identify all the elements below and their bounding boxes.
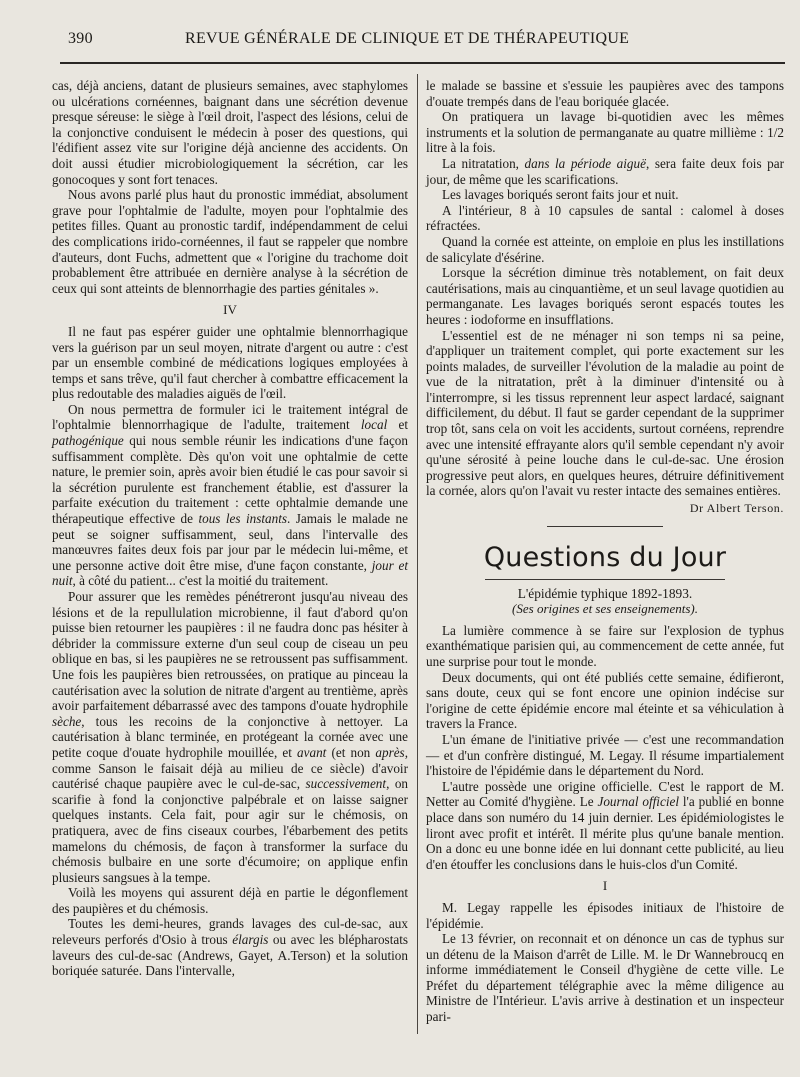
- page-number: 390: [68, 30, 93, 47]
- left-column: [52, 78, 408, 979]
- paragraph: Voilà les moyens qui assurent déjà en partie le dégonflement des paupières et du chémosis.: [52, 885, 408, 916]
- divider: [485, 579, 725, 580]
- column-divider: [417, 74, 418, 1034]
- text-run: , comme Sanson le faisait déjà au milieu de ce siècle) d'avoir cautérisé chaque paupière avec le cul-de-sac,: [52, 744, 408, 792]
- paragraph: Lorsque la sécrétion diminue très notablement, on fait deux cautérisations, mais au cinquantième, et un seul lavage quotidien au permanganate. Les lavages boriqués seront espacés toutes les heures : iodoforme en insufflations.: [426, 265, 784, 327]
- paragraph: A l'intérieur, 8 à 10 capsules de santal : calomel à doses réfractées.: [426, 202, 784, 234]
- paragraph: [426, 156, 784, 187]
- italic-term: jour et nuit: [52, 557, 408, 589]
- text-run: , tous les recoins de la conjonctive à nettoyer. La cautérisation à blanc terminée, en protégeant la cornée avec une petite coque d'ouate hydrophile mouillée, et: [52, 713, 408, 760]
- italic-term: élargis: [232, 932, 269, 948]
- section-heading: I: [602, 878, 608, 894]
- paragraph: [426, 779, 784, 873]
- text-run: . Jamais le malade ne peut se soigner suffisamment, seul, dans l'intervalle des manœuvres faites deux fois par jour par le médecin lui-même, et une personne active doit être mise, d'une façon constante,: [52, 511, 409, 573]
- text-run: , à côté du patient... c'est la moitié du traitement.: [72, 573, 329, 589]
- page-header: [60, 28, 780, 52]
- text-run: L'autre possède une origine officielle. C'est le rapport de M. Netter au Comité d'hygiène. Le: [426, 778, 784, 810]
- italic-term: pathogénique: [52, 433, 124, 449]
- paragraph: Les lavages boriqués seront faits jour et nuit.: [442, 187, 679, 203]
- paragraph: [52, 589, 408, 885]
- italic-term: sèche: [52, 713, 82, 729]
- article-subtitle: (Ses origines et ses enseignements).: [512, 601, 698, 617]
- italic-term: successivement: [305, 776, 387, 792]
- italic-term: dans la période aiguë: [524, 155, 646, 171]
- italic-term: tous les instants: [198, 511, 287, 527]
- header-rule: [60, 62, 785, 64]
- text-run: Toutes les demi-heures, grands lavages des cul-de-sac, aux releveurs perforés d'Osio à trous: [52, 916, 408, 948]
- italic-term: Journal officiel: [597, 794, 679, 810]
- text-run: et: [387, 417, 408, 433]
- italic-term: après: [375, 744, 405, 760]
- rubric-title: Questions du Jour: [483, 541, 727, 573]
- text-run: , sera faite deux fois par jour, de même que les scarifications.: [426, 155, 784, 187]
- paragraph: [52, 916, 408, 978]
- text-run: l'a publié en bonne place dans son numéro du 14 juin dernier. Les épidémiologistes le liront avec profit et intérêt. Il mérite plus qu'une banale mention. On a donc eu une bonne idée en lui donnant cette publicité, au lieu d'en étouffer les conclusions dans le huis-clos d'un Comité.: [426, 794, 784, 872]
- running-title: REVUE GÉNÉRALE DE CLINIQUE ET DE THÉRAPEUTIQUE: [185, 30, 630, 47]
- paragraph: Le 13 février, on reconnait et on dénonce un cas de typhus sur un détenu de la Maison d'arrêt de Lille. M. le Dr Wannebroucq en informe immédiatement le Conseil d'hygiène de cette ville. Le Préfet du département télégraphie avec la même diligence au Ministre de l'Intérieur. L'avis arrive à destination et un inspecteur pari-: [426, 931, 784, 1025]
- text-run: qui nous semble réunir les indications d'une façon suffisamment complète. Dès qu'on voit une ophtalmie de cette nature, le premier soin, après avoir bien étudié le cas pour savoir si la sécrétion purulente est franchement établie, est d'assurer la parfaite exécution du traitement : cette ophtalmie demande une thérapeutique effective de: [52, 433, 408, 527]
- paragraph: L'un émane de l'initiative privée — c'est une recommandation — et d'un confrère distingué, M. Legay. Il résume impartialement l'histoire de l'épidémie dans le département du Nord.: [426, 731, 784, 779]
- italic-term: local: [360, 417, 388, 433]
- italic-term: avant: [297, 744, 327, 760]
- paragraph: L'essentiel est de ne ménager ni son temps ni sa peine, d'appliquer un traitement complet, qui porte exactement sur les points malades, de surveiller l'évolution de la maladie au point de vue de la nitratation, prêt à la diminuer d'intensité ou à l'interrompre, si les tissus reprennent leur aspect lardacé, saignant difficilement, du début. Il faut se garder cependant de la supprimer trop tôt, sans cela on voit les accidents, surtout cornéens, reprendre avec une intensité effrayante alors qu'il semble cependant n'y avoir qu'une sérosité à peine louche dans le cul-de-sac. Une érosion progressive peut alors, en quelques heures, détruire définitivement la cornée, alors qu'on l'avait vu rester intacte des semaines entières.: [426, 327, 784, 499]
- right-column: [426, 78, 784, 1025]
- paragraph: cas, déjà anciens, datant de plusieurs semaines, avec staphylomes ou ulcérations cornéennes, baignant dans une sécrétion devenue presque séreuse: le siège à l'œil droit, l'aspect des lésions, celui de la conjonctive conduisent le médecin à poser des questions, qui l'édifient assez vite sur l'origine déjà ancienne des accidents. On doit aussi étudier microbiologiquement la sécrétion, car les gonocoques y sont fort tenaces.: [52, 78, 408, 187]
- paragraph: [52, 402, 408, 589]
- text-run: Pour assurer que les remèdes pénétreront jusqu'au niveau des lésions et de la repullulation microbienne, il faut d'abord qu'on puisse bien retourner les paupières : il ne faudra donc pas hésiter à débrider la commissure externe d'un seul coup de ciseau un peu oblique en bas, si les paupières ne se retroussent pas suffisamment. Une fois les paupières bien retroussées, on pratique au pinceau la cautérisation avec la solution de nitrate d'argent au trentième, après avoir parfaitement débarrassé avec des tampons d'ouate hydrophile: [52, 589, 408, 714]
- paragraph: La lumière commence à se faire sur l'explosion de typhus exanthématique parisien qui, au commencement de cette année, fut une surprise pour tout le monde.: [426, 622, 784, 669]
- text-run: (et non: [326, 744, 376, 760]
- paragraph: le malade se bassine et s'essuie les paupières avec des tampons d'ouate trempés dans de l'eau boriquée glacée.: [426, 78, 784, 109]
- paragraph: On pratiquera un lavage bi-quotidien avec les mêmes instruments et la solution de permanganate au quatre millième : 1/2 litre à la fois.: [426, 109, 784, 156]
- paragraph: Deux documents, qui ont été publiés cette semaine, édifieront, sans doute, ceux qui se font encore une opinion indécise sur l'origine de cette épidémie encore mal éteinte et sa véhiculation à travers la France.: [426, 669, 784, 732]
- text-run: La nitratation,: [442, 155, 525, 171]
- text-run: ou avec les blépharostats laveurs des cul-de-sac (Andrews, Gayet, A.Terson) et la solution boriquée saturée. Dans l'intervalle,: [52, 932, 409, 979]
- author-signature: Dr Albert Terson.: [689, 501, 784, 516]
- paragraph: Il ne faut pas espérer guider une ophtalmie blennorrhagique vers la guérison par un seul moyen, nitrate d'argent ou autre : c'est par un ensemble combiné de médications logiques employées à temps et sans trêve, qu'il faut chercher à combattre efficacement la plus redoutable des maladies aiguës de l'œil.: [52, 323, 408, 402]
- article-title: L'épidémie typhique 1892-1893.: [517, 585, 693, 601]
- paragraph: Nous avons parlé plus haut du pronostic immédiat, absolument grave pour l'ophtalmie de l'adulte, moyen pour l'ophtalmie des petites filles. Quant au pronostic tardif, indépendamment de celui des complications irido-cornéennes, il faut se rappeler que nombre d'auteurs, dont Fuchs, admettent que « l'origine du trachome doit probablement être attribuée en dernière analyse à la sécrétion de ceux qui sont atteints de blennorrhagie des parties génitales ».: [52, 187, 408, 296]
- paragraph: M. Legay rappelle les épisodes initiaux de l'histoire de l'épidémie.: [426, 899, 784, 931]
- text-run: On nous permettra de formuler ici le traitement intégral de l'ophtalmie blennorrhagique de l'adulte, traitement: [52, 401, 408, 433]
- paragraph: Quand la cornée est atteinte, on emploie en plus les instillations de salicylate d'ésérine.: [426, 233, 784, 265]
- divider: [547, 526, 663, 527]
- section-heading: IV: [223, 302, 237, 318]
- text-run: , on scarifie à fond la conjonctive palpébrale et on laisse saigner quelques instants. Cela fait, pour agir sur le chémosis, on pratiquera, avec de fins ciseaux courbes, l'ébarbement des petits mamelons du chémosis, de façon à transformer la surface du chémosis bulbaire en une sorte d'écumoire; on applique enfin plusieurs sangsues à la tempe.: [52, 776, 409, 885]
